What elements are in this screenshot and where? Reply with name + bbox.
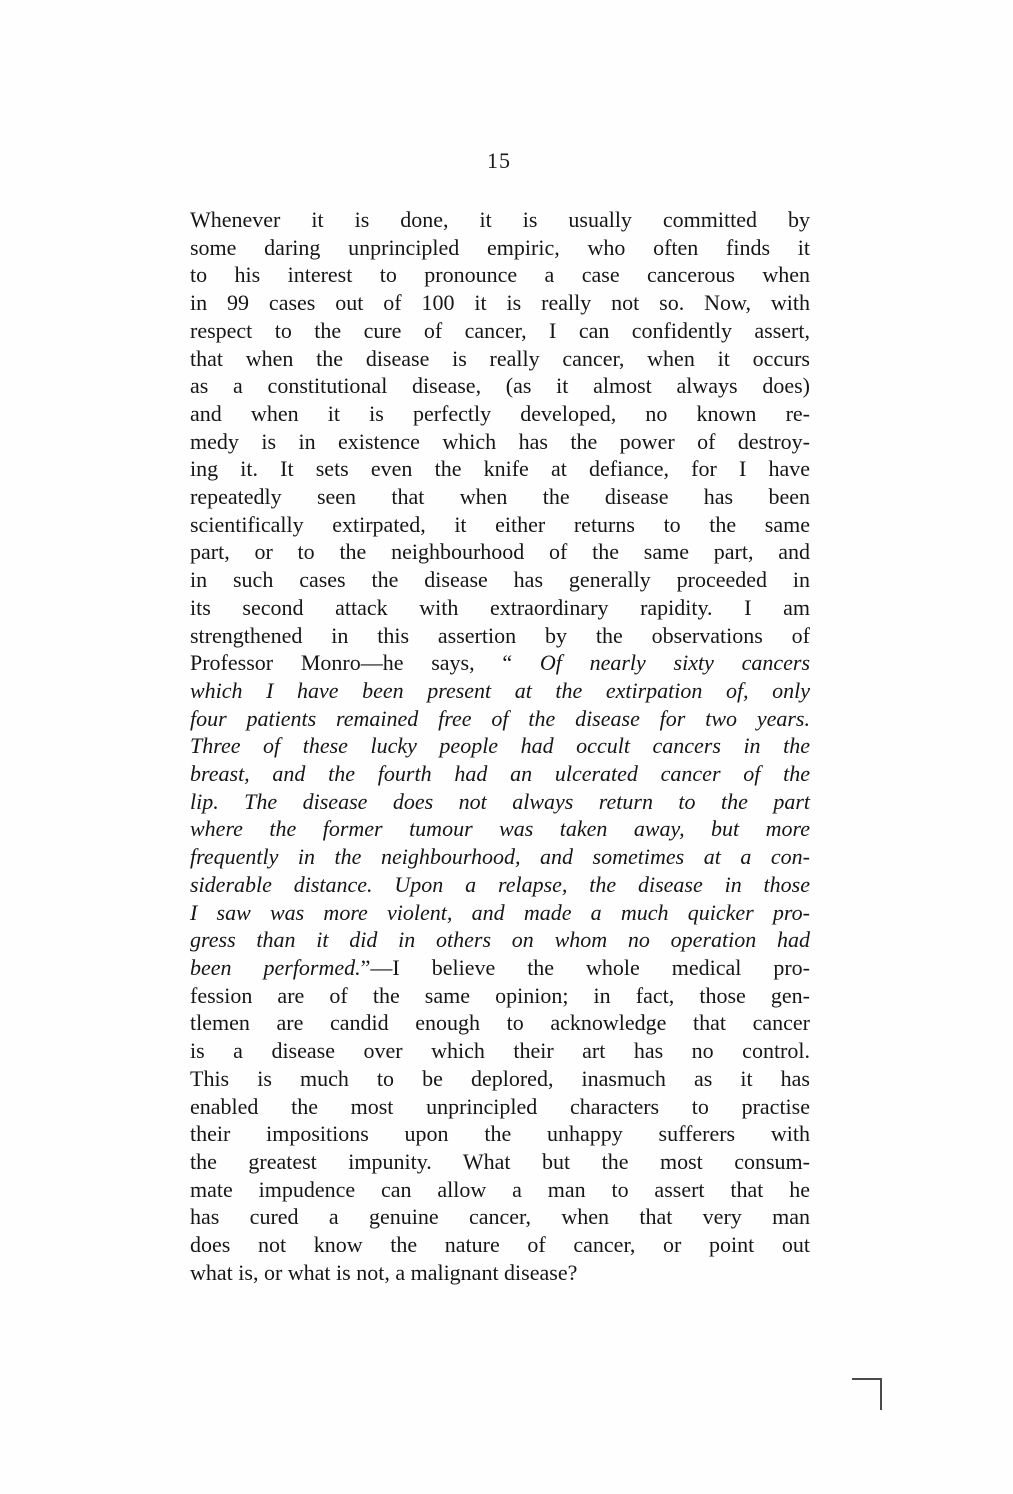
text-line: [190, 677, 810, 705]
text-line: [190, 815, 810, 843]
text-line: [190, 234, 810, 262]
text-segment-italic: been performed.: [190, 954, 361, 980]
text-segment-italic: frequently in the neighbourhood, and sometimes at a con-: [190, 844, 810, 870]
text-line: [190, 1120, 810, 1148]
text-line: [190, 788, 810, 816]
text-segment: tlemen are candid enough to acknowledge that cancer: [190, 1010, 810, 1036]
text-line: [190, 1259, 810, 1287]
text-segment: part, or to the neighbourhood of the same part, and: [190, 539, 810, 565]
text-line: [190, 1203, 810, 1231]
text-segment: its second attack with extraordinary rapidity. I am: [190, 594, 810, 620]
text-line: [190, 1037, 810, 1065]
text-segment-italic: Of nearly sixty cancers: [539, 650, 811, 676]
text-segment: their impositions upon the unhappy sufferers with: [190, 1121, 810, 1147]
text-segment: what is, or what is not, a malignant disease?: [190, 1259, 578, 1285]
text-line: [190, 1009, 810, 1037]
text-segment: respect to the cure of cancer, I can confidently assert,: [190, 317, 810, 343]
text-line: [190, 566, 810, 594]
text-line: [190, 732, 810, 760]
text-line: [190, 705, 810, 733]
text-segment: the greatest impunity. What but the most consum-: [190, 1148, 810, 1174]
text-segment: enabled the most unprincipled characters to practise: [190, 1093, 810, 1119]
text-segment: and when it is perfectly developed, no known re-: [190, 400, 810, 426]
text-segment-italic: which I have been present at the extirpation of, only: [190, 677, 810, 703]
text-line: [190, 760, 810, 788]
text-segment: repeatedly seen that when the disease has been: [190, 484, 810, 510]
text-segment: that when the disease is really cancer, when it occurs: [190, 345, 810, 371]
text-segment: in such cases the disease has generally proceeded in: [190, 567, 810, 593]
text-segment-italic: siderable distance. Upon a relapse, the disease in those: [190, 871, 810, 897]
text-line: [190, 954, 810, 982]
text-line: [190, 372, 810, 400]
text-line: [190, 345, 810, 373]
scan-corner-mark: [852, 1378, 882, 1410]
text-line: [190, 455, 810, 483]
text-line: [190, 871, 810, 899]
text-line: [190, 428, 810, 456]
text-segment-italic: gress than it did in others on whom no operation had: [190, 927, 810, 953]
text-segment: has cured a genuine cancer, when that very man: [190, 1204, 810, 1230]
text-line: [190, 982, 810, 1010]
text-line: [190, 926, 810, 954]
text-line: [190, 1065, 810, 1093]
text-segment: Whenever it is done, it is usually committed by: [190, 207, 810, 232]
text-line: [190, 289, 810, 317]
text-block: [190, 206, 810, 1286]
text-line: [190, 1176, 810, 1204]
text-segment: ing it. It sets even the knife at defiance, for I have: [190, 456, 810, 482]
text-segment: This is much to be deplored, inasmuch as it has: [190, 1065, 810, 1091]
text-line: [190, 1231, 810, 1259]
text-segment: scientifically extirpated, it either returns to the same: [190, 511, 810, 537]
text-segment-italic: breast, and the fourth had an ulcerated cancer of the: [190, 761, 810, 787]
text-line: [190, 649, 810, 677]
text-segment-italic: Three of these lucky people had occult cancers in the: [190, 733, 810, 759]
text-line: [190, 400, 810, 428]
text-segment: in 99 cases out of 100 it is really not so. Now, with: [190, 290, 810, 316]
text-segment: medy is in existence which has the power of destroy-: [190, 428, 810, 454]
text-segment: to his interest to pronounce a case cancerous when: [190, 262, 810, 288]
text-line: [190, 483, 810, 511]
text-segment-italic: I saw was more violent, and made a much quicker pro-: [190, 899, 810, 925]
text-line: [190, 261, 810, 289]
text-segment: strengthened in this assertion by the observations of: [190, 622, 810, 648]
text-segment-italic: where the former tumour was taken away, but more: [190, 816, 810, 842]
page-number: 15: [487, 148, 511, 173]
text-line: [190, 538, 810, 566]
text-segment: ”—I believe the whole medical pro-: [360, 954, 810, 980]
text-segment: Professor Monro—he says, “: [190, 650, 540, 676]
text-line: [190, 899, 810, 927]
text-line: [190, 1148, 810, 1176]
text-line: [190, 594, 810, 622]
text-line: [190, 317, 810, 345]
text-segment: as a constitutional disease, (as it almost always does): [190, 373, 810, 399]
text-segment: does not know the nature of cancer, or point out: [190, 1232, 810, 1258]
text-segment: mate impudence can allow a man to assert that he: [190, 1176, 810, 1202]
text-segment: is a disease over which their art has no control.: [190, 1038, 810, 1064]
text-segment-italic: four patients remained free of the disease for two years.: [190, 705, 810, 731]
text-line: [190, 206, 810, 234]
text-segment-italic: lip. The disease does not always return to the part: [190, 788, 810, 814]
text-line: [190, 1093, 810, 1121]
text-segment: some daring unprincipled empiric, who often finds it: [190, 234, 810, 260]
text-line: [190, 511, 810, 539]
text-line: [190, 622, 810, 650]
text-segment: fession are of the same opinion; in fact, those gen-: [190, 982, 810, 1008]
text-line: [190, 843, 810, 871]
